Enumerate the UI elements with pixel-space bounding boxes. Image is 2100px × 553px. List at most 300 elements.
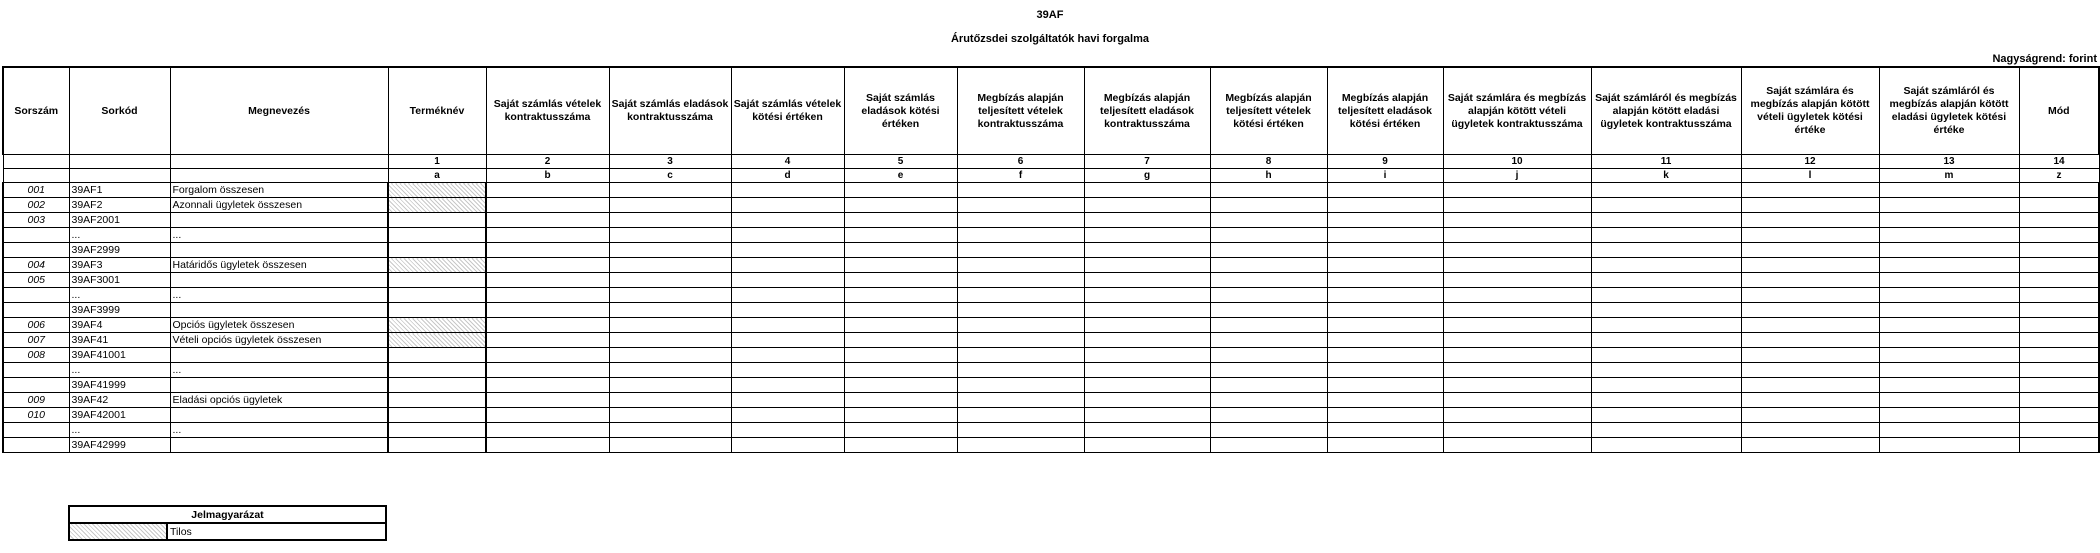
- data-cell[interactable]: [388, 378, 486, 393]
- data-cell[interactable]: [844, 303, 957, 318]
- data-cell[interactable]: [1210, 213, 1327, 228]
- column-letter: e: [844, 169, 957, 183]
- data-cell[interactable]: [731, 408, 844, 423]
- data-cell[interactable]: [957, 438, 1084, 453]
- data-cell[interactable]: [1741, 213, 1879, 228]
- cell-sorkod: 39AF41: [69, 333, 170, 348]
- data-cell[interactable]: [1741, 423, 1879, 438]
- data-cell[interactable]: [609, 318, 731, 333]
- data-cell[interactable]: [609, 243, 731, 258]
- data-cell[interactable]: [1327, 303, 1443, 318]
- data-cell[interactable]: [1084, 438, 1210, 453]
- data-cell[interactable]: [1210, 393, 1327, 408]
- data-cell[interactable]: [957, 378, 1084, 393]
- data-cell[interactable]: [609, 303, 731, 318]
- data-cell[interactable]: [1210, 408, 1327, 423]
- data-cell[interactable]: [1879, 288, 2019, 303]
- data-cell[interactable]: [1327, 198, 1443, 213]
- data-cell[interactable]: [486, 243, 609, 258]
- data-cell[interactable]: [1443, 303, 1591, 318]
- data-cell[interactable]: [388, 213, 486, 228]
- column-letter: c: [609, 169, 731, 183]
- data-cell[interactable]: [1327, 318, 1443, 333]
- data-cell[interactable]: [1741, 258, 1879, 273]
- data-cell[interactable]: [1879, 363, 2019, 378]
- data-cell[interactable]: [2019, 393, 2099, 408]
- data-cell[interactable]: [388, 408, 486, 423]
- data-cell[interactable]: [731, 198, 844, 213]
- data-cell[interactable]: [1443, 423, 1591, 438]
- data-cell[interactable]: [1741, 378, 1879, 393]
- data-cell[interactable]: [1084, 333, 1210, 348]
- data-cell[interactable]: [731, 228, 844, 243]
- data-cell[interactable]: [1591, 288, 1741, 303]
- data-cell[interactable]: [731, 183, 844, 198]
- header-row: [3, 67, 2099, 155]
- data-cell[interactable]: [486, 258, 609, 273]
- column-header: Megbízás alapján teljesített vételek kontraktusszáma: [957, 67, 1084, 155]
- data-cell[interactable]: [1591, 438, 1741, 453]
- data-cell[interactable]: [1879, 198, 2019, 213]
- data-cell[interactable]: [388, 393, 486, 408]
- data-cell[interactable]: [1741, 228, 1879, 243]
- data-cell[interactable]: [1084, 243, 1210, 258]
- cell-sorszam: 002: [3, 198, 69, 213]
- column-letter: b: [486, 169, 609, 183]
- data-cell[interactable]: [2019, 408, 2099, 423]
- data-cell[interactable]: [1443, 393, 1591, 408]
- unit-label: Nagyságrend: forint: [1992, 53, 2097, 65]
- cell-megnevezes: [170, 378, 388, 393]
- data-cell[interactable]: [957, 423, 1084, 438]
- data-cell[interactable]: [2019, 258, 2099, 273]
- data-cell[interactable]: [1879, 318, 2019, 333]
- data-cell[interactable]: [1741, 288, 1879, 303]
- data-cell[interactable]: [2019, 303, 2099, 318]
- data-cell[interactable]: [1443, 273, 1591, 288]
- column-letter: [170, 169, 388, 183]
- data-cell[interactable]: [1443, 198, 1591, 213]
- data-cell[interactable]: [957, 333, 1084, 348]
- column-number: 3: [609, 155, 731, 169]
- data-cell[interactable]: [609, 258, 731, 273]
- data-cell[interactable]: [2019, 243, 2099, 258]
- data-cell[interactable]: [844, 273, 957, 288]
- data-cell[interactable]: [844, 198, 957, 213]
- data-cell[interactable]: [957, 183, 1084, 198]
- data-cell[interactable]: [844, 378, 957, 393]
- data-cell[interactable]: [1591, 318, 1741, 333]
- data-cell[interactable]: [486, 213, 609, 228]
- data-cell[interactable]: [844, 183, 957, 198]
- data-cell[interactable]: [731, 303, 844, 318]
- data-cell[interactable]: [1443, 258, 1591, 273]
- data-cell[interactable]: [2019, 273, 2099, 288]
- data-cell[interactable]: [1084, 228, 1210, 243]
- data-cell[interactable]: [731, 213, 844, 228]
- column-header: Megbízás alapján teljesített vételek kötési értéken: [1210, 67, 1327, 155]
- data-cell[interactable]: [1879, 348, 2019, 363]
- data-cell[interactable]: [1879, 213, 2019, 228]
- data-cell[interactable]: [1741, 198, 1879, 213]
- data-cell[interactable]: [731, 348, 844, 363]
- data-cell[interactable]: [1741, 273, 1879, 288]
- data-cell[interactable]: [388, 288, 486, 303]
- data-cell[interactable]: [609, 438, 731, 453]
- data-cell[interactable]: [1084, 423, 1210, 438]
- data-cell[interactable]: [731, 393, 844, 408]
- data-cell[interactable]: [731, 423, 844, 438]
- data-cell[interactable]: [1210, 303, 1327, 318]
- data-cell[interactable]: [486, 348, 609, 363]
- cell-sorkod: 39AF3: [69, 258, 170, 273]
- data-cell[interactable]: [1084, 348, 1210, 363]
- data-cell[interactable]: [1591, 408, 1741, 423]
- data-cell[interactable]: [1879, 183, 2019, 198]
- data-cell[interactable]: [844, 243, 957, 258]
- data-cell[interactable]: [1443, 438, 1591, 453]
- data-cell[interactable]: [957, 273, 1084, 288]
- data-cell[interactable]: [957, 303, 1084, 318]
- data-cell[interactable]: [388, 363, 486, 378]
- data-cell[interactable]: [609, 288, 731, 303]
- data-cell[interactable]: [609, 393, 731, 408]
- table-row: [3, 363, 2099, 378]
- data-cell[interactable]: [1084, 303, 1210, 318]
- data-cell[interactable]: [957, 213, 1084, 228]
- data-cell[interactable]: [1084, 213, 1210, 228]
- data-cell[interactable]: [486, 438, 609, 453]
- data-cell[interactable]: [609, 183, 731, 198]
- data-cell[interactable]: [1591, 423, 1741, 438]
- data-cell[interactable]: [609, 198, 731, 213]
- data-cell[interactable]: [1210, 318, 1327, 333]
- data-cell[interactable]: [1591, 213, 1741, 228]
- cell-sorkod: 39AF2999: [69, 243, 170, 258]
- data-cell[interactable]: [1591, 348, 1741, 363]
- data-cell[interactable]: [844, 438, 957, 453]
- data-cell[interactable]: [1741, 393, 1879, 408]
- data-cell[interactable]: [957, 228, 1084, 243]
- column-number-row: [3, 155, 2099, 169]
- data-cell[interactable]: [1591, 393, 1741, 408]
- cell-megnevezes: Eladási opciós ügyletek: [170, 393, 388, 408]
- data-cell[interactable]: [957, 288, 1084, 303]
- data-cell[interactable]: [486, 408, 609, 423]
- data-cell[interactable]: [1741, 363, 1879, 378]
- data-cell[interactable]: [1879, 228, 2019, 243]
- data-cell[interactable]: [1741, 303, 1879, 318]
- data-cell[interactable]: [1210, 333, 1327, 348]
- data-cell[interactable]: [1210, 243, 1327, 258]
- data-cell[interactable]: [1591, 303, 1741, 318]
- data-cell[interactable]: [731, 243, 844, 258]
- data-cell[interactable]: [609, 363, 731, 378]
- table-row: [3, 198, 2099, 213]
- data-cell[interactable]: [1591, 363, 1741, 378]
- data-cell[interactable]: [1084, 408, 1210, 423]
- data-cell[interactable]: [1327, 228, 1443, 243]
- table-row: [3, 333, 2099, 348]
- data-cell[interactable]: [957, 318, 1084, 333]
- table-row: [3, 273, 2099, 288]
- data-cell[interactable]: [388, 318, 486, 333]
- table-row: [3, 408, 2099, 423]
- data-cell[interactable]: [1741, 348, 1879, 363]
- data-cell[interactable]: [388, 438, 486, 453]
- data-cell[interactable]: [388, 348, 486, 363]
- data-cell[interactable]: [1591, 183, 1741, 198]
- data-cell[interactable]: [1879, 423, 2019, 438]
- data-cell[interactable]: [731, 333, 844, 348]
- data-cell[interactable]: [844, 348, 957, 363]
- data-cell[interactable]: [1443, 363, 1591, 378]
- data-cell[interactable]: [1741, 318, 1879, 333]
- cell-sorkod: 39AF4: [69, 318, 170, 333]
- cell-sorkod: 39AF2001: [69, 213, 170, 228]
- data-cell[interactable]: [1084, 393, 1210, 408]
- data-cell[interactable]: [1879, 273, 2019, 288]
- column-number: [69, 155, 170, 169]
- data-cell[interactable]: [1210, 348, 1327, 363]
- data-cell[interactable]: [1879, 258, 2019, 273]
- data-cell[interactable]: [609, 378, 731, 393]
- data-cell[interactable]: [1879, 333, 2019, 348]
- data-cell[interactable]: [1210, 423, 1327, 438]
- data-cell[interactable]: [1327, 408, 1443, 423]
- data-cell[interactable]: [486, 363, 609, 378]
- column-letter: z: [2019, 169, 2099, 183]
- data-cell[interactable]: [2019, 228, 2099, 243]
- data-cell[interactable]: [844, 423, 957, 438]
- data-cell[interactable]: [844, 258, 957, 273]
- data-cell[interactable]: [2019, 378, 2099, 393]
- data-cell[interactable]: [2019, 288, 2099, 303]
- data-cell[interactable]: [1443, 288, 1591, 303]
- column-header: Saját számlás vételek kontraktusszáma: [486, 67, 609, 155]
- data-cell[interactable]: [1084, 363, 1210, 378]
- data-cell[interactable]: [957, 198, 1084, 213]
- cell-megnevezes: [170, 243, 388, 258]
- column-number: 10: [1443, 155, 1591, 169]
- data-cell[interactable]: [731, 378, 844, 393]
- data-cell[interactable]: [1210, 273, 1327, 288]
- data-cell[interactable]: [1741, 408, 1879, 423]
- data-cell[interactable]: [2019, 333, 2099, 348]
- data-cell[interactable]: [1327, 273, 1443, 288]
- cell-megnevezes: ...: [170, 423, 388, 438]
- data-cell[interactable]: [1210, 378, 1327, 393]
- data-cell[interactable]: [609, 213, 731, 228]
- cell-megnevezes: ...: [170, 288, 388, 303]
- data-cell[interactable]: [388, 303, 486, 318]
- data-cell[interactable]: [1327, 288, 1443, 303]
- data-cell[interactable]: [1327, 258, 1443, 273]
- data-cell[interactable]: [388, 273, 486, 288]
- column-number: 9: [1327, 155, 1443, 169]
- data-cell[interactable]: [844, 333, 957, 348]
- data-cell[interactable]: [1327, 213, 1443, 228]
- data-cell[interactable]: [1327, 393, 1443, 408]
- data-cell[interactable]: [1084, 273, 1210, 288]
- column-header: Sorszám: [3, 67, 69, 155]
- cell-sorkod: 39AF2: [69, 198, 170, 213]
- data-cell[interactable]: [1443, 213, 1591, 228]
- data-cell[interactable]: [731, 363, 844, 378]
- data-cell[interactable]: [388, 423, 486, 438]
- data-cell[interactable]: [609, 273, 731, 288]
- data-cell[interactable]: [388, 258, 486, 273]
- table-row: [3, 183, 2099, 198]
- data-cell[interactable]: [731, 273, 844, 288]
- data-cell[interactable]: [844, 318, 957, 333]
- cell-sorszam: 003: [3, 213, 69, 228]
- data-cell[interactable]: [388, 228, 486, 243]
- column-header: Saját számlás eladások kötési értéken: [844, 67, 957, 155]
- data-cell[interactable]: [1879, 243, 2019, 258]
- data-cell[interactable]: [486, 303, 609, 318]
- data-cell[interactable]: [2019, 198, 2099, 213]
- table-row: [3, 318, 2099, 333]
- data-cell[interactable]: [844, 393, 957, 408]
- data-cell[interactable]: [1210, 438, 1327, 453]
- data-cell[interactable]: [731, 438, 844, 453]
- column-header: Saját számláról és megbízás alapján kötött eladási ügyletek kontraktusszáma: [1591, 67, 1741, 155]
- data-cell[interactable]: [1443, 318, 1591, 333]
- data-cell[interactable]: [957, 393, 1084, 408]
- data-cell[interactable]: [486, 183, 609, 198]
- data-cell[interactable]: [486, 378, 609, 393]
- column-header: Megbízás alapján teljesített eladások kontraktusszáma: [1084, 67, 1210, 155]
- data-cell[interactable]: [731, 258, 844, 273]
- cell-sorszam: 001: [3, 183, 69, 198]
- data-cell[interactable]: [1591, 378, 1741, 393]
- data-cell[interactable]: [844, 363, 957, 378]
- data-cell[interactable]: [1327, 423, 1443, 438]
- data-cell[interactable]: [388, 183, 486, 198]
- data-cell[interactable]: [1327, 363, 1443, 378]
- data-cell[interactable]: [1084, 318, 1210, 333]
- data-cell[interactable]: [388, 198, 486, 213]
- data-cell[interactable]: [486, 198, 609, 213]
- data-cell[interactable]: [609, 228, 731, 243]
- data-cell[interactable]: [1210, 258, 1327, 273]
- data-cell[interactable]: [1327, 378, 1443, 393]
- data-cell[interactable]: [1327, 243, 1443, 258]
- data-cell[interactable]: [957, 408, 1084, 423]
- column-letter: h: [1210, 169, 1327, 183]
- data-cell[interactable]: [844, 213, 957, 228]
- data-cell[interactable]: [1591, 228, 1741, 243]
- data-cell[interactable]: [1591, 198, 1741, 213]
- data-cell[interactable]: [2019, 183, 2099, 198]
- data-cell[interactable]: [844, 288, 957, 303]
- data-cell[interactable]: [1443, 348, 1591, 363]
- data-cell[interactable]: [1591, 258, 1741, 273]
- data-cell[interactable]: [957, 258, 1084, 273]
- data-cell[interactable]: [609, 348, 731, 363]
- data-cell[interactable]: [609, 333, 731, 348]
- data-cell[interactable]: [1741, 333, 1879, 348]
- data-cell[interactable]: [1443, 243, 1591, 258]
- data-cell[interactable]: [1084, 183, 1210, 198]
- data-cell[interactable]: [957, 348, 1084, 363]
- data-cell[interactable]: [486, 393, 609, 408]
- data-cell[interactable]: [2019, 438, 2099, 453]
- table-row: [3, 288, 2099, 303]
- data-cell[interactable]: [609, 408, 731, 423]
- data-cell[interactable]: [1741, 243, 1879, 258]
- data-cell[interactable]: [957, 243, 1084, 258]
- legend-title: Jelmagyarázat: [69, 506, 386, 523]
- data-cell[interactable]: [1591, 333, 1741, 348]
- data-cell[interactable]: [486, 228, 609, 243]
- data-cell[interactable]: [1084, 198, 1210, 213]
- data-cell[interactable]: [2019, 213, 2099, 228]
- data-cell[interactable]: [2019, 423, 2099, 438]
- data-cell[interactable]: [486, 273, 609, 288]
- data-cell[interactable]: [1741, 183, 1879, 198]
- data-cell[interactable]: [1741, 438, 1879, 453]
- data-cell[interactable]: [388, 333, 486, 348]
- cell-megnevezes: ...: [170, 228, 388, 243]
- cell-megnevezes: [170, 438, 388, 453]
- data-cell[interactable]: [1327, 333, 1443, 348]
- data-cell[interactable]: [2019, 363, 2099, 378]
- data-cell[interactable]: [2019, 318, 2099, 333]
- data-cell[interactable]: [2019, 348, 2099, 363]
- cell-sorszam: 010: [3, 408, 69, 423]
- cell-sorszam: 004: [3, 258, 69, 273]
- data-cell[interactable]: [1443, 183, 1591, 198]
- data-cell[interactable]: [1327, 348, 1443, 363]
- data-cell[interactable]: [1210, 288, 1327, 303]
- data-cell[interactable]: [609, 423, 731, 438]
- data-cell[interactable]: [486, 288, 609, 303]
- data-cell[interactable]: [844, 228, 957, 243]
- data-cell[interactable]: [1443, 408, 1591, 423]
- data-cell[interactable]: [1210, 363, 1327, 378]
- data-cell[interactable]: [844, 408, 957, 423]
- data-cell[interactable]: [1591, 243, 1741, 258]
- data-cell[interactable]: [1210, 228, 1327, 243]
- data-cell[interactable]: [1443, 378, 1591, 393]
- data-cell[interactable]: [486, 423, 609, 438]
- data-cell[interactable]: [731, 318, 844, 333]
- data-cell[interactable]: [1084, 258, 1210, 273]
- data-cell[interactable]: [1327, 438, 1443, 453]
- data-cell[interactable]: [1327, 183, 1443, 198]
- data-cell[interactable]: [1879, 438, 2019, 453]
- data-cell[interactable]: [486, 333, 609, 348]
- data-cell[interactable]: [1879, 303, 2019, 318]
- data-cell[interactable]: [1084, 378, 1210, 393]
- data-cell[interactable]: [1210, 183, 1327, 198]
- data-cell[interactable]: [1879, 378, 2019, 393]
- data-cell[interactable]: [1879, 393, 2019, 408]
- data-cell[interactable]: [1443, 228, 1591, 243]
- data-cell[interactable]: [1879, 408, 2019, 423]
- data-cell[interactable]: [1443, 333, 1591, 348]
- column-header: Saját számlára és megbízás alapján kötött vételi ügyletek kontraktusszáma: [1443, 67, 1591, 155]
- data-cell[interactable]: [1210, 198, 1327, 213]
- data-cell[interactable]: [957, 363, 1084, 378]
- data-cell[interactable]: [388, 243, 486, 258]
- data-cell[interactable]: [1591, 273, 1741, 288]
- data-cell[interactable]: [486, 318, 609, 333]
- data-cell[interactable]: [1084, 288, 1210, 303]
- data-cell[interactable]: [731, 288, 844, 303]
